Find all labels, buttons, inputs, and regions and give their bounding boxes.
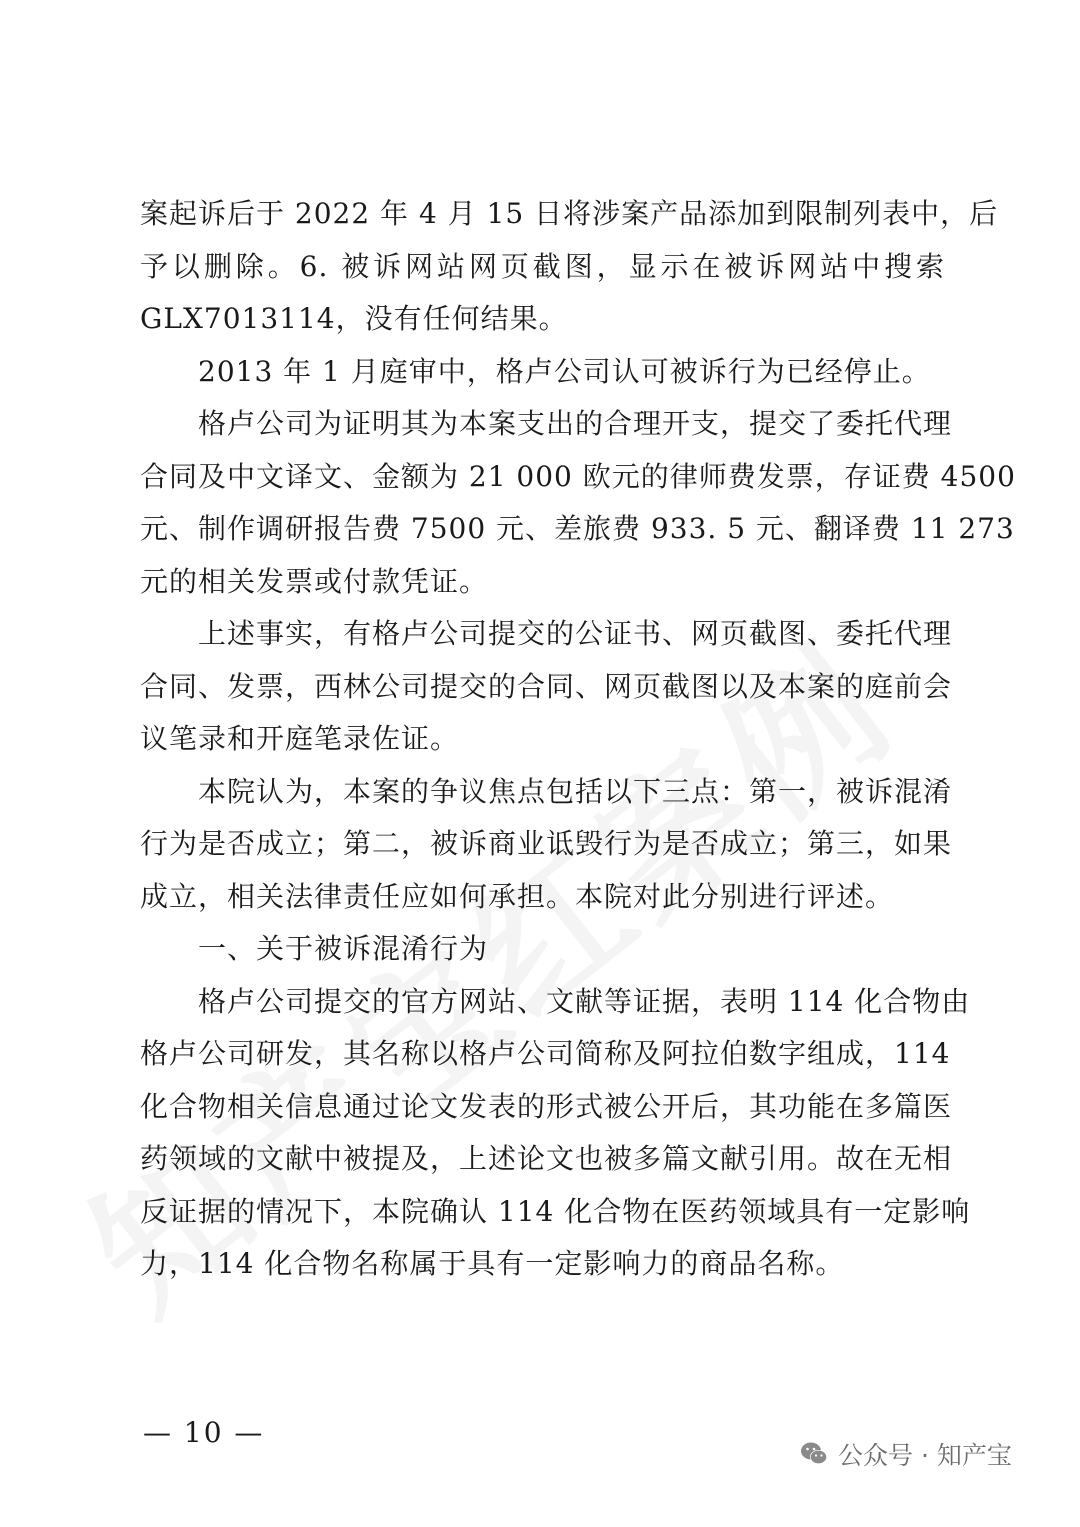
source-text: 公众号 · 知产宝 bbox=[838, 1441, 1012, 1470]
paragraph-4-line: 议笔录和开庭笔录佐证。 bbox=[140, 722, 460, 755]
paragraph-3-line: 元的相关发票或付款凭证。 bbox=[140, 564, 489, 598]
paragraph-7-line: 药领域的文献中被提及，上述论文也被多篇文献引用。故在无相 bbox=[140, 1142, 953, 1175]
paragraph-4-line: 合同、发票，西林公司提交的合同、网页截图以及本案的庭前会 bbox=[140, 669, 953, 703]
paragraph-5-line: 成立，相关法律责任应如何承担。本院对此分别进行评述。 bbox=[140, 879, 895, 913]
paragraph-2-line: 2013 年 1 月庭审中，格卢公司认可被诉行为已经停止。 bbox=[198, 354, 931, 388]
paragraph-6-line: 一、关于被诉混淆行为 bbox=[198, 932, 489, 965]
paragraph-5-line: 本院认为，本案的争议焦点包括以下三点：第一，被诉混淆 bbox=[198, 774, 953, 808]
paragraph-1-line: GLX7013114，没有任何结果。 bbox=[140, 302, 568, 335]
paragraph-5-line: 行为是否成立；第二，被诉商业诋毁行为是否成立；第三，如果 bbox=[140, 827, 953, 860]
paragraph-3-line: 元、制作调研报告费 7500 元、差旅费 933. 5 元、翻译费 11 273 bbox=[140, 512, 1015, 545]
page-number: — 10 — bbox=[143, 1416, 265, 1449]
paragraph-7-line: 反证据的情况下，本院确认 114 化合物在医药领域具有一定影响 bbox=[140, 1194, 971, 1228]
document-body bbox=[140, 188, 1016, 1291]
paragraph-7-line: 格卢公司提交的官方网站、文献等证据，表明 114 化合物由 bbox=[198, 984, 971, 1018]
paragraph-1-line: 予以删除。6. 被诉网站网页截图，显示在被诉网站中搜索 bbox=[140, 249, 945, 283]
paragraph-7-line: 格卢公司研发，其名称以格卢公司简称及阿拉伯数字组成，114 bbox=[140, 1037, 951, 1070]
paragraph-7-line: 力，114 化合物名称属于具有一定影响力的商品名称。 bbox=[140, 1247, 845, 1280]
paragraph-3-line: 格卢公司为证明其为本案支出的合理开支，提交了委托代理 bbox=[198, 407, 953, 440]
paragraph-4-line: 上述事实，有格卢公司提交的公证书、网页截图、委托代理 bbox=[198, 617, 953, 650]
paragraph-1-line: 案起诉后于 2022 年 4 月 15 日将涉案产品添加到限制列表中，后 bbox=[140, 197, 999, 230]
paragraph-7-line: 化合物相关信息通过论文发表的形式被公开后，其功能在多篇医 bbox=[140, 1089, 953, 1123]
source-attribution bbox=[800, 1436, 1012, 1472]
paragraph-3-line: 合同及中文译文、金额为 21 000 欧元的律师费发票，存证费 4500 bbox=[140, 459, 1016, 493]
wechat-icon bbox=[800, 1441, 828, 1467]
